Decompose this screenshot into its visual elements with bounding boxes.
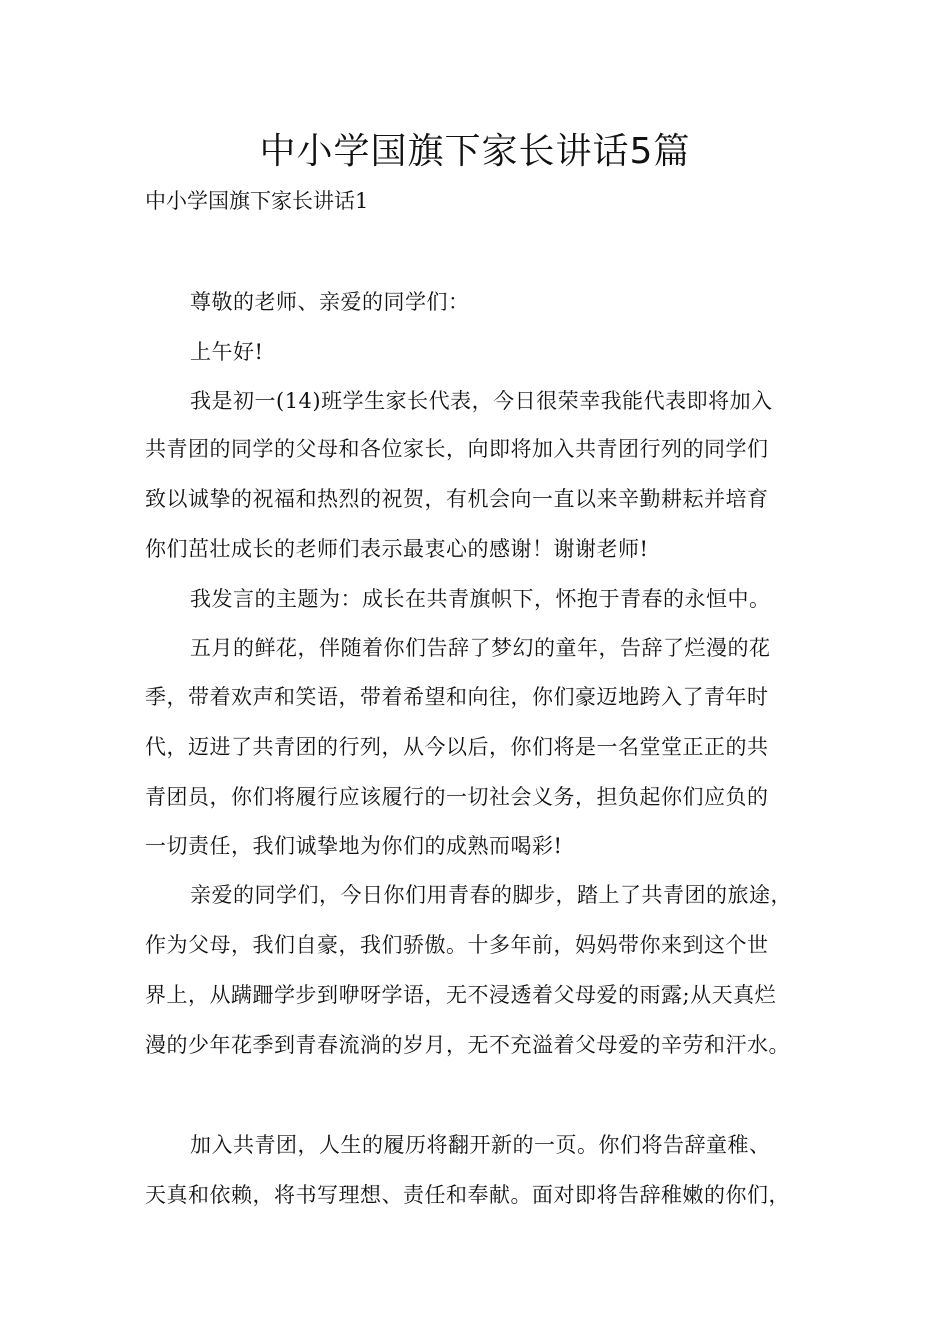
paragraph-line: 青团员，你们将履行应该履行的一切社会义务，担负起你们应负的	[145, 785, 769, 809]
paragraph-line: 致以诚挚的祝福和热烈的祝贺，有机会向一直以来辛勤耕耘并培育	[145, 487, 769, 511]
document-title: 中小学国旗下家长讲话5篇	[259, 131, 691, 172]
paragraph-line: 五月的鲜花，伴随着你们告辞了梦幻的童年，告辞了烂漫的花	[190, 636, 771, 660]
paragraph-line: 上午好!	[190, 340, 264, 364]
paragraph-line: 季，带着欢声和笑语，带着希望和向往，你们豪迈地跨入了青年时	[145, 685, 769, 709]
paragraph-line: 尊敬的老师、亲爱的同学们：	[190, 290, 470, 314]
paragraph-line: 天真和依赖，将书写理想、责任和奉献。面对即将告辞稚嫩的你们，	[145, 1183, 790, 1207]
paragraph-line: 你们茁壮成长的老师们表示最衷心的感谢！谢谢老师!	[145, 537, 649, 561]
paragraph-line: 作为父母，我们自豪，我们骄傲。十多年前，妈妈带你来到这个世	[145, 933, 769, 957]
section-heading: 中小学国旗下家长讲话1	[145, 189, 369, 213]
paragraph-line: 我发言的主题为：成长在共青旗帜下，怀抱于青春的永恒中。	[190, 587, 771, 611]
paragraph-line: 界上，从蹒跚学步到咿呀学语，无不浸透着父母爱的雨露;从天真烂	[145, 983, 777, 1007]
paragraph-line: 一切责任，我们诚挚地为你们的成熟而喝彩!	[145, 834, 563, 858]
paragraph-line: 漫的少年花季到青春流淌的岁月，无不充溢着父母爱的辛劳和汗水。	[145, 1033, 790, 1057]
paragraph-line: 亲爱的同学们，今日你们用青春的脚步，踏上了共青团的旅途，	[190, 883, 792, 907]
paragraph-line: 代，迈进了共青团的行列，从今以后，你们将是一名堂堂正正的共	[145, 735, 769, 759]
paragraph-line: 共青团的同学的父母和各位家长，向即将加入共青团行列的同学们	[145, 437, 769, 461]
paragraph-line: 加入共青团，人生的履历将翻开新的一页。你们将告辞童稚、	[190, 1133, 771, 1157]
paragraph-line: 我是初一(14)班学生家长代表，今日很荣幸我能代表即将加入	[190, 389, 773, 413]
